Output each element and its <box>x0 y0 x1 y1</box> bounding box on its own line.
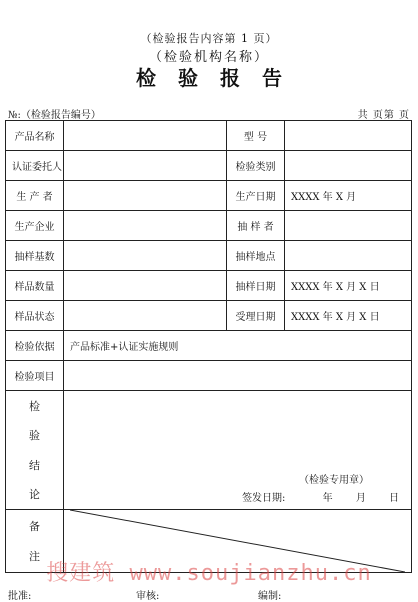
field-label: 抽样日期 <box>227 271 285 301</box>
field-value[interactable] <box>64 271 227 301</box>
conclusion-body[interactable] <box>64 391 412 510</box>
field-value[interactable]: XXXX 年 X 月 <box>285 181 412 211</box>
remark-label <box>6 510 64 573</box>
field-label: 检验类别 <box>227 151 285 181</box>
table-row-basis <box>6 331 412 361</box>
basis-label: 检验依据 <box>6 331 64 361</box>
sign-date-label: 签发日期: <box>242 493 286 504</box>
compile-label: 编制: <box>258 591 282 602</box>
month-label: 月 <box>355 493 366 504</box>
table-row <box>6 271 412 301</box>
day-label: 日 <box>389 493 399 504</box>
field-value[interactable] <box>64 241 227 271</box>
field-value[interactable]: XXXX 年 X 月 X 日 <box>285 271 412 301</box>
remark-char: 备 <box>29 520 40 533</box>
page-count: 共 页第 页 <box>357 110 410 121</box>
field-value[interactable] <box>285 241 412 271</box>
items-value[interactable] <box>64 361 412 391</box>
field-label: 生产日期 <box>227 181 285 211</box>
watermark: 搜建筑 www.soujianzhu.cn <box>46 561 372 586</box>
table-row-items <box>6 361 412 391</box>
basis-value[interactable]: 产品标准+认证实施规则 <box>64 331 412 361</box>
field-value[interactable] <box>285 211 412 241</box>
year-label: 年 <box>322 493 333 504</box>
conclusion-label <box>6 391 64 510</box>
approve-label: 批准: <box>8 591 32 602</box>
conclusion-char: 验 <box>29 429 40 443</box>
conclusion-char: 检 <box>29 399 40 413</box>
table-row <box>6 301 412 331</box>
field-label: 生产企业 <box>6 211 64 241</box>
table-row <box>6 151 412 181</box>
field-label: 型 号 <box>227 121 285 151</box>
field-label: 抽 样 者 <box>227 211 285 241</box>
field-value[interactable] <box>64 181 227 211</box>
field-value[interactable] <box>285 121 412 151</box>
report-table <box>5 120 412 573</box>
field-label: 抽样基数 <box>6 241 64 271</box>
field-value[interactable] <box>64 121 227 151</box>
field-label: 样品数量 <box>6 271 64 301</box>
field-label: 受理日期 <box>227 301 285 331</box>
field-label: 产品名称 <box>6 121 64 151</box>
table-row-conclusion <box>6 391 412 510</box>
table-row <box>6 211 412 241</box>
conclusion-char: 结 <box>29 458 40 472</box>
report-number: №:（检验报告编号） <box>8 110 101 121</box>
diagonal-strike <box>70 510 405 572</box>
remark-body[interactable] <box>64 510 412 573</box>
report-page-note: （检验报告内容第 1 页） <box>140 32 278 45</box>
field-value[interactable] <box>64 151 227 181</box>
field-label: 认证委托人 <box>6 151 64 181</box>
institution-name: （检验机构名称） <box>148 50 269 65</box>
conclusion-char: 论 <box>29 488 40 502</box>
table-row <box>6 121 412 151</box>
table-row-remark <box>6 510 412 573</box>
sign-date <box>242 489 399 504</box>
table-row <box>6 181 412 211</box>
table-row <box>6 241 412 271</box>
field-value[interactable] <box>285 151 412 181</box>
report-title: 检验报告 <box>136 66 304 90</box>
inspection-seal: （检验专用章） <box>299 475 369 486</box>
field-value[interactable]: XXXX 年 X 月 X 日 <box>285 301 412 331</box>
field-label: 抽样地点 <box>227 241 285 271</box>
items-label: 检验项目 <box>6 361 64 391</box>
field-label: 样品状态 <box>6 301 64 331</box>
remark-char: 注 <box>29 550 40 563</box>
field-value[interactable] <box>64 301 227 331</box>
review-label: 审核: <box>136 591 160 602</box>
field-value[interactable] <box>64 211 227 241</box>
field-label: 生 产 者 <box>6 181 64 211</box>
